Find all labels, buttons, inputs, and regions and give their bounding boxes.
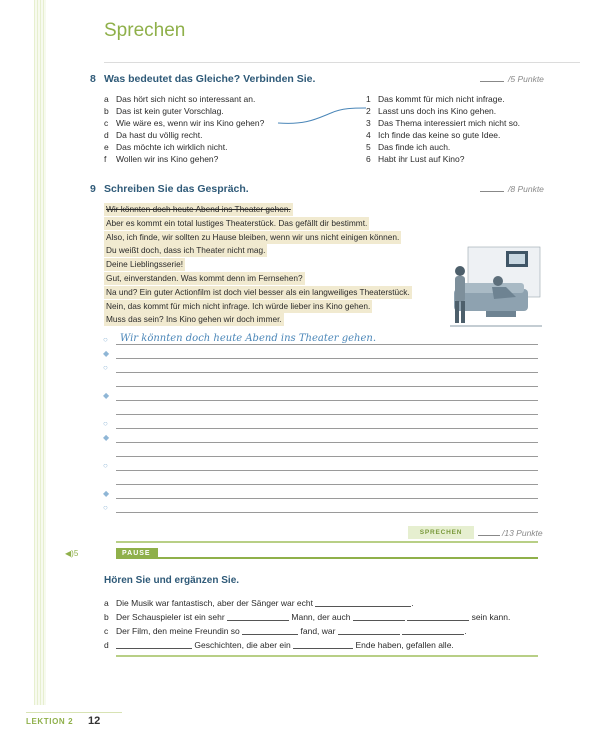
dialog-line: Na und? Ein guter Actionfilm ist doch viel besser als ein langweiliges Theaterstück. [106,286,410,297]
answer-gap[interactable] [315,598,411,607]
writing-line[interactable] [116,498,538,499]
writing-line[interactable] [116,358,538,359]
exercise-8-heading: Was bedeutet das Gleiche? Verbinden Sie. [104,73,316,85]
exercise-9-number: 9 [90,183,96,195]
line-bullet: ○ [103,363,108,372]
answer-gap[interactable] [242,626,298,635]
exercise-9-heading: Schreiben Sie das Gespräch. [104,183,249,195]
line-bullet: ○ [103,335,108,344]
writing-line[interactable] [116,344,538,345]
section-divider [116,655,538,657]
fill-sentence: a Die Musik war fantastisch, aber der Sänger war echt . [104,598,414,608]
list-item[interactable]: d Da hast du völlig recht. [104,130,203,140]
fill-sentence: d Geschichten, die aber ein Ende haben, gefallen alle. [104,640,454,650]
dialog-line: Du weißt doch, dass ich Theater nicht mag. [106,245,266,256]
left-margin-strip [34,0,46,705]
dialog-sentences [104,203,412,327]
writing-line[interactable] [116,372,538,373]
exercise-8-number: 8 [90,73,96,85]
dialog-line: Gut, einverstanden. Was kommt denn im Fernsehen? [106,272,303,283]
example-answer: Wir könnten doch heute Abend ins Theater gehen. [120,333,377,344]
answer-gap[interactable] [116,640,192,649]
list-item[interactable]: f Wollen wir ins Kino gehen? [104,154,219,164]
listening-exercise-heading: Hören Sie und ergänzen Sie. [104,575,240,586]
title-divider [104,62,580,63]
section-divider [116,541,538,543]
answer-gap[interactable] [353,612,405,621]
line-bullet: ◆ [103,391,110,400]
line-bullet: ○ [103,461,108,470]
list-item[interactable]: c Wie wäre es, wenn wir ins Kino gehen? [104,118,265,128]
list-item[interactable]: 2 Lasst uns doch ins Kino gehen. [366,106,497,116]
list-item[interactable]: a Das hört sich nicht so interessant an. [104,94,256,104]
line-bullet: ○ [103,419,108,428]
pause-label: PAUSE [116,548,158,559]
sprechen-total-points: /13 Punkte [478,528,543,538]
audio-track[interactable]: ◀)5 [65,549,79,558]
page-number: 12 [88,715,101,727]
couple-watching-tv-illustration [446,243,546,335]
writing-line[interactable] [116,512,538,513]
answer-gap[interactable] [227,612,289,621]
list-item[interactable]: 5 Das finde ich auch. [366,142,451,152]
answer-gap[interactable] [293,640,353,649]
dialog-line: Aber es kommt ein total lustiges Theaterstück. Das gefällt dir bestimmt. [106,217,368,228]
writing-line[interactable] [116,428,538,429]
speaker-icon: ◀) [65,549,74,558]
dialog-line: Muss das sein? Ins Kino gehen wir doch immer. [106,314,282,325]
matching-connector-line [276,105,368,129]
line-bullet: ◆ [103,433,110,442]
footer-divider [26,712,122,713]
list-item[interactable]: 3 Das Thema interessiert mich nicht so. [366,118,521,128]
answer-gap[interactable] [402,626,464,635]
sprechen-total-label: SPRECHEN [408,526,474,539]
dialog-line: Wir könnten doch heute Abend ins Theater gehen. [106,204,291,214]
dialog-line: Also, ich finde, wir sollten zu Hause bleiben, wenn wir uns nicht einigen können. [106,231,400,242]
answer-gap[interactable] [338,626,400,635]
writing-line[interactable] [116,456,538,457]
lesson-label: LEKTION 2 [26,717,74,726]
line-bullet: ◆ [103,349,110,358]
dialog-line: Deine Lieblingsserie! [106,259,184,270]
list-item[interactable]: e Das möchte ich wirklich nicht. [104,142,228,152]
answer-gap[interactable] [407,612,469,621]
dialog-line: Nein, das kommt für mich nicht infrage. Ich würde lieber ins Kino gehen. [106,300,371,311]
pause-divider [158,557,538,559]
line-bullet: ◆ [103,489,110,498]
writing-line[interactable] [116,400,538,401]
writing-line[interactable] [116,386,538,387]
exercise-8-left-list [104,93,264,165]
writing-line[interactable] [116,414,538,415]
exercise-8-right-list [366,93,520,165]
writing-line[interactable] [116,484,538,485]
list-item[interactable]: 1 Das kommt für mich nicht infrage. [366,94,505,104]
writing-line[interactable] [116,470,538,471]
list-item[interactable]: 6 Habt ihr Lust auf Kino? [366,154,465,164]
list-item[interactable]: b Das ist kein guter Vorschlag. [104,106,224,116]
fill-sentence: b Der Schauspieler ist ein sehr Mann, der auch sein kann. [104,612,511,622]
page-title: Sprechen [104,20,186,41]
writing-line[interactable] [116,442,538,443]
exercise-8-points: /5 Punkte [480,74,544,84]
line-bullet: ○ [103,503,108,512]
list-item[interactable]: 4 Ich finde das keine so gute Idee. [366,130,501,140]
exercise-9-points: /8 Punkte [480,184,544,194]
fill-sentence: c Der Film, den meine Freundin so fand, war . [104,626,467,636]
